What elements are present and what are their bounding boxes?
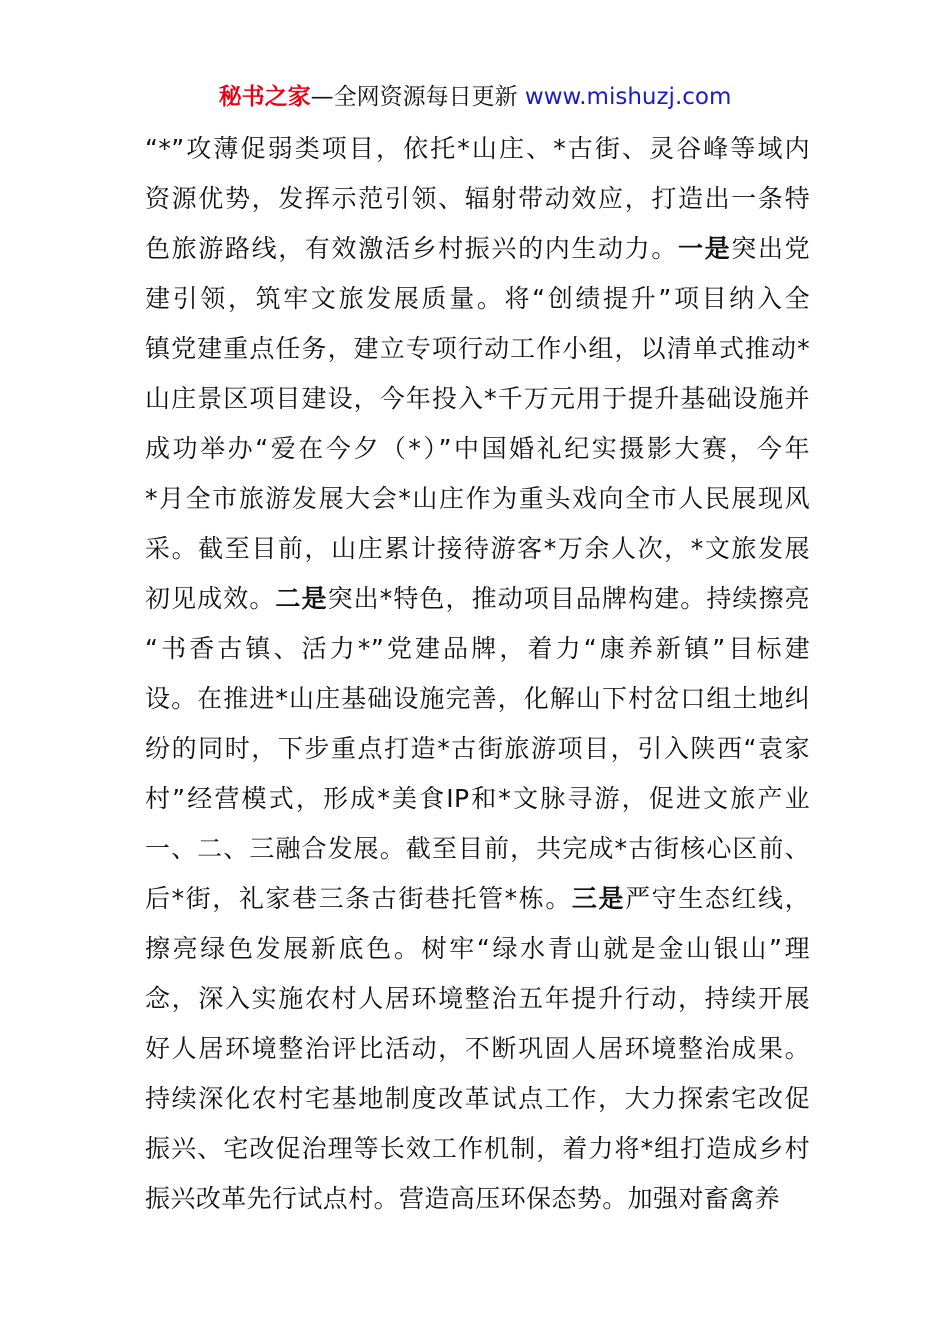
text-segment: 突出党 [731,234,810,263]
text-line: 建引领，筑牢文旅发展质量。将“创绩提升”项目纳入全 [145,284,810,313]
text-line: 纷的同时，下步重点打造*古街旅游项目，引入陕西“袁家 [145,734,810,763]
text-line: 设。在推进*山庄基础设施完善，化解山下村岔口组土地纠 [145,684,810,713]
text-line: 资源优势，发挥示范引领、辐射带动效应，打造出一条特 [145,184,810,213]
bold-marker: 三是 [571,884,626,913]
document-body [145,124,810,1224]
text-segment: 后*街，礼家巷三条古街巷托管*栋。 [145,884,572,913]
text-segment: 严守生态红线， [625,884,810,913]
text-line: 镇党建重点任务，建立专项行动工作小组，以清单式推动* [145,334,810,363]
text-line: 好人居环境整治评比活动，不断巩固人居环境整治成果。 [145,1034,810,1063]
text-line [145,224,810,274]
text-line: 成功举办“爱在今夕（*）”中国婚礼纪实摄影大赛，今年 [145,434,810,463]
text-line: 村”经营模式，形成*美食IP和*文脉寻游，促进文旅产业 [145,784,810,813]
text-line: 一、二、三融合发展。截至目前，共完成*古街核心区前、 [145,834,810,863]
text-line: 山庄景区项目建设，今年投入*千万元用于提升基础设施并 [145,384,810,413]
text-line: 采。截至目前，山庄累计接待游客*万余人次，*文旅发展 [145,534,810,563]
bold-marker: 一是 [677,234,732,263]
text-line: “*”攻薄促弱类项目，依托*山庄、*古街、灵谷峰等域内 [145,134,810,163]
text-segment: 初见成效。 [145,584,276,613]
text-segment: 突出*特色，推动项目品牌构建。持续擦亮 [327,584,810,613]
text-line: 念，深入实施农村人居环境整治五年提升行动，持续开展 [145,984,810,1013]
text-line: 振兴、宅改促治理等长效工作机制，着力将*组打造成乡村 [145,1134,810,1163]
site-url-link[interactable]: www.mishuzj.com [524,84,732,110]
page-header [0,80,950,114]
text-line: 振兴改革先行试点村。营造高压环保态势。加强对畜禽养 [145,1184,781,1213]
text-line: 持续深化农村宅基地制度改革试点工作，大力探索宅改促 [145,1084,810,1113]
brand-name: 秘书之家 [218,84,311,110]
text-segment: 色旅游路线，有效激活乡村振兴的内生动力。 [145,234,678,263]
text-line [145,574,810,624]
text-line [145,874,810,924]
bold-marker: 二是 [275,584,328,613]
text-line: *月全市旅游发展大会*山庄作为重头戏向全市人民展现风 [145,484,810,513]
text-line: “书香古镇、活力*”党建品牌，着力“康养新镇”目标建 [145,634,810,663]
header-slogan: —全网资源每日更新 [310,84,518,110]
text-line: 擦亮绿色发展新底色。树牢“绿水青山就是金山银山”理 [145,934,810,963]
